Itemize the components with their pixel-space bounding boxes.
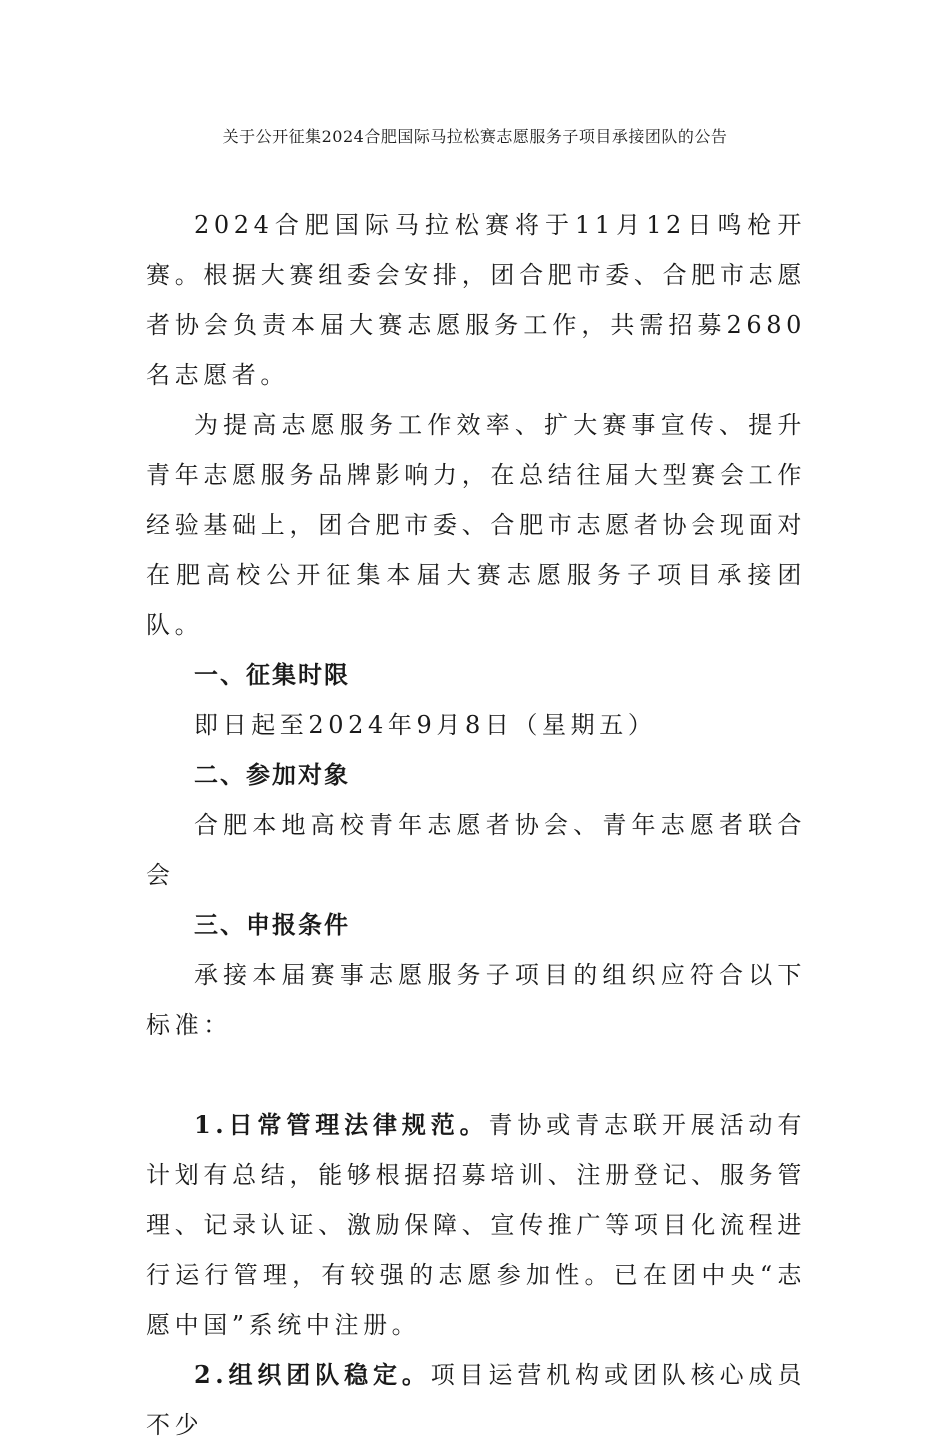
criterion-item — [146, 1100, 806, 1350]
criterion-label: 1.日常管理法律规范。 — [194, 1110, 489, 1139]
spacer — [146, 1050, 806, 1100]
section-content-participants: 合肥本地高校青年志愿者协会、青年志愿者联合会 — [146, 811, 806, 889]
criterion-text: 青协或青志联开展活动有计划有总结，能够根据招募培训、注册登记、服务管理、记录认证、激励保障、宣传推广等项目化流程进行运行管理，有较强的志愿参加性。已在团中央“志愿中国”系统中注册。 — [146, 1111, 806, 1339]
criterion-item — [146, 1350, 806, 1450]
criterion-label: 2.组织团队稳定。 — [194, 1360, 431, 1389]
section-content-period: 即日起至2024年9月8日（星期五） — [194, 711, 657, 739]
section-content-requirements: 承接本届赛事志愿服务子项目的组织应符合以下标准： — [146, 961, 806, 1039]
document-title: 关于公开征集2024合肥国际马拉松赛志愿服务子项目承接团队的公告 — [222, 127, 728, 146]
purpose-paragraph: 为提高志愿服务工作效率、扩大赛事宣传、提升青年志愿服务品牌影响力，在总结往届大型赛会工作经验基础上，团合肥市委、合肥市志愿者协会现面对在肥高校公开征集本届大赛志愿服务子项目承接团队。 — [146, 411, 806, 639]
criterion-text: 项目运营机构或团队核心成员不少 — [146, 1361, 806, 1439]
section-heading-period: 一、征集时限 — [194, 661, 350, 689]
section-heading-participants: 二、参加对象 — [194, 761, 350, 789]
document-body — [146, 200, 806, 1450]
section-heading-requirements: 三、申报条件 — [194, 911, 350, 939]
intro-paragraph: 2024合肥国际马拉松赛将于11月12日鸣枪开赛。根据大赛组委会安排，团合肥市委、合肥市志愿者协会负责本届大赛志愿服务工作，共需招募2680名志愿者。 — [146, 211, 806, 389]
